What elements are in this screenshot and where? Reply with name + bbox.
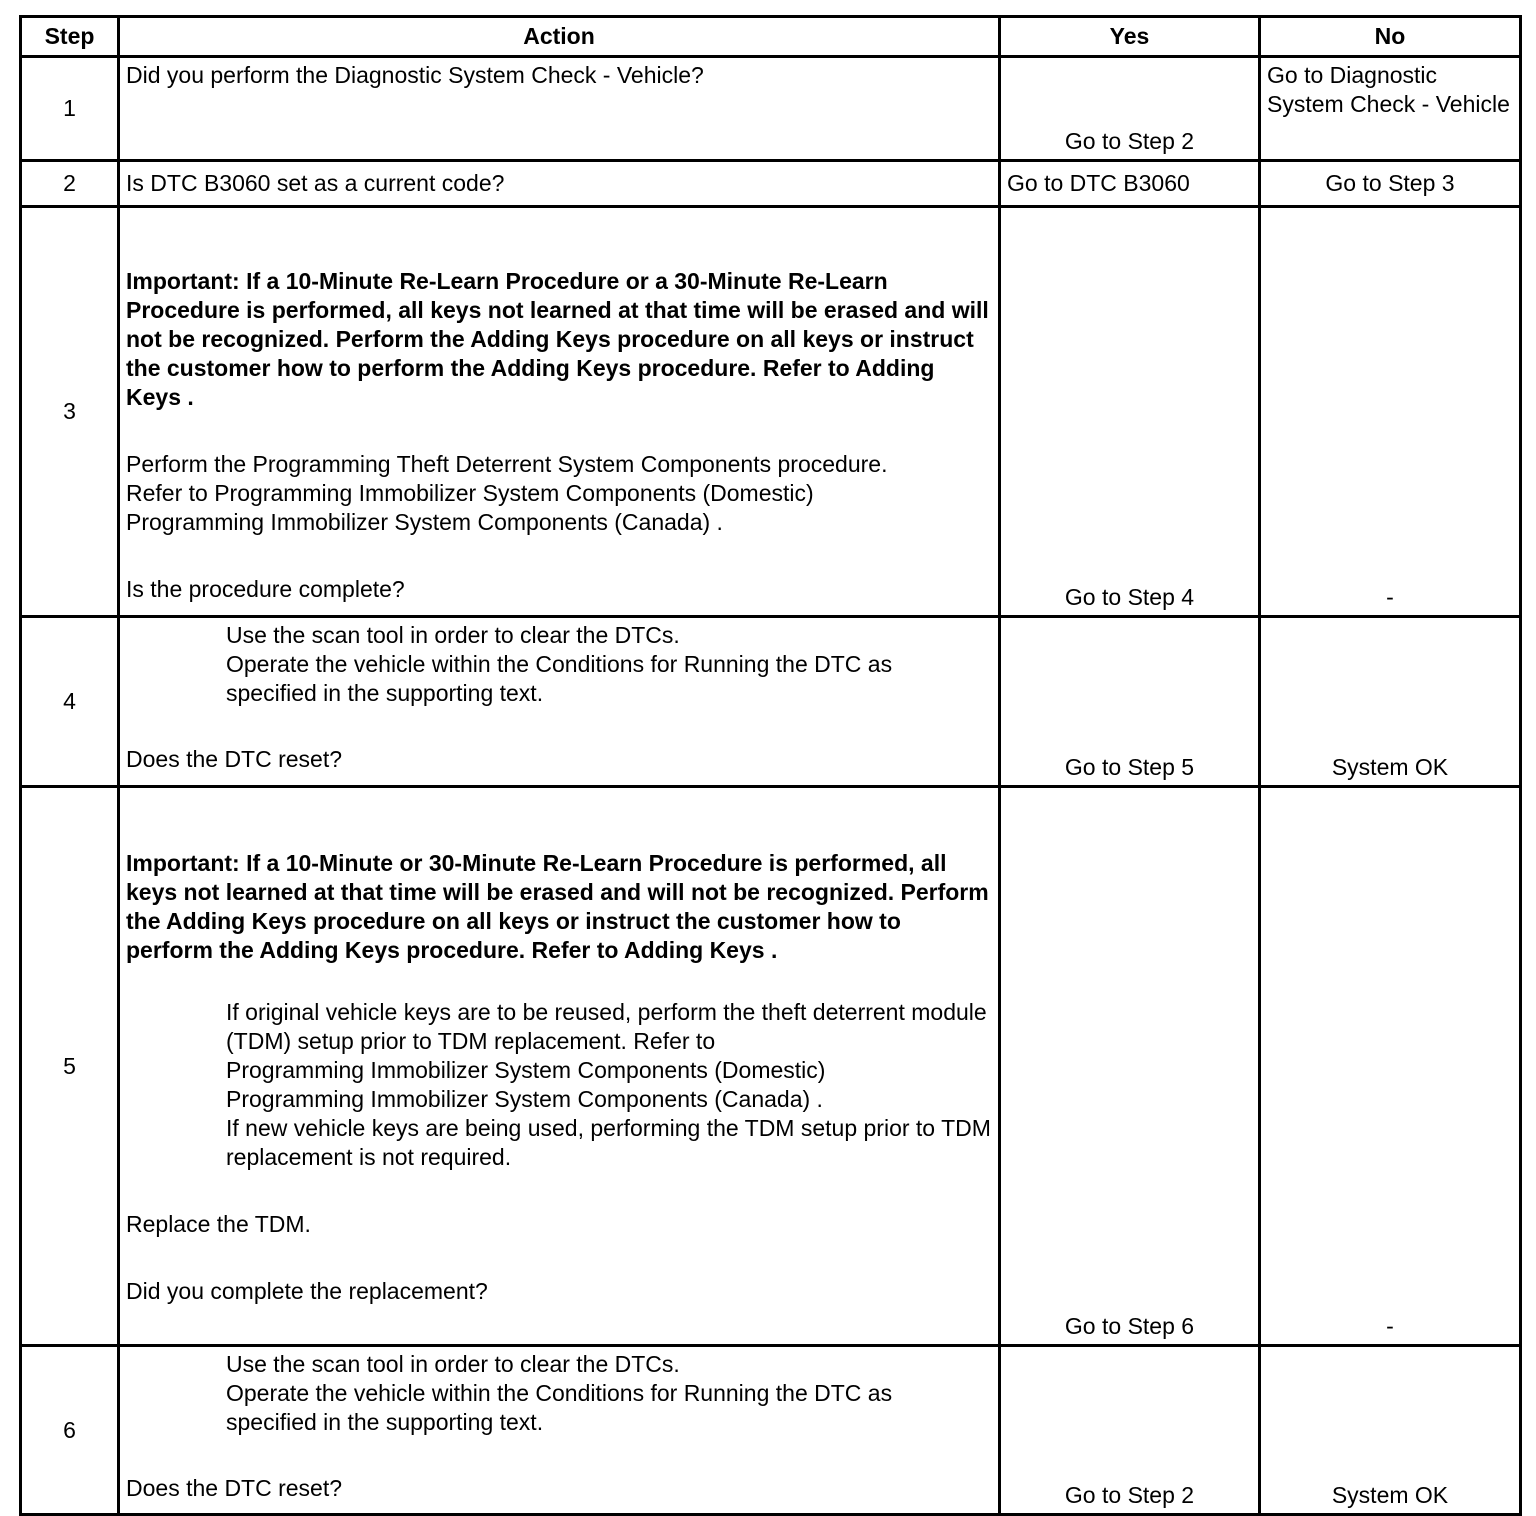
list-item: Operate the vehicle within the Conditions for Running the DTC as specified in the supporting text. bbox=[226, 1380, 893, 1435]
yes-cell: Go to Step 2 bbox=[1000, 57, 1260, 161]
instruction-line: Programming Immobilizer System Components (Canada) . bbox=[126, 509, 723, 535]
yes-cell: Go to Step 2 bbox=[1000, 1346, 1260, 1515]
action-cell bbox=[119, 617, 1000, 787]
action-cell bbox=[119, 57, 1000, 161]
diagnostic-table bbox=[19, 15, 1522, 1516]
instruction-line: Refer to Programming Immobilizer System Components (Domestic) bbox=[126, 480, 814, 506]
action-cell bbox=[119, 1346, 1000, 1515]
step-number: 3 bbox=[21, 207, 119, 617]
step-number: 1 bbox=[21, 57, 119, 161]
header-yes: Yes bbox=[1000, 17, 1260, 57]
yes-cell: Go to Step 6 bbox=[1000, 787, 1260, 1346]
action-question: Is the procedure complete? bbox=[126, 576, 405, 602]
instruction-line: Replace the TDM. bbox=[126, 1211, 311, 1237]
action-cell bbox=[119, 207, 1000, 617]
no-cell: System OK bbox=[1260, 1346, 1521, 1515]
step-number: 5 bbox=[21, 787, 119, 1346]
action-cell bbox=[119, 787, 1000, 1346]
instruction-line: Perform the Programming Theft Deterrent System Components procedure. bbox=[126, 451, 888, 477]
action-question: Did you perform the Diagnostic System Check - Vehicle? bbox=[126, 62, 704, 88]
list-item: Use the scan tool in order to clear the DTCs. bbox=[226, 1351, 680, 1377]
header-action: Action bbox=[119, 17, 1000, 57]
action-question: Does the DTC reset? bbox=[126, 1475, 343, 1501]
list-item: Operate the vehicle within the Conditions for Running the DTC as specified in the supporting text. bbox=[226, 651, 893, 706]
yes-cell: Go to Step 4 bbox=[1000, 207, 1260, 617]
list-item: If original vehicle keys are to be reused, perform the theft deterrent module (TDM) setup prior to TDM replacement. Refer to bbox=[226, 999, 987, 1054]
important-note: Important: If a 10-Minute or 30-Minute Re-Learn Procedure is performed, all keys not learned at that time will be erased and will not be recognized. Perform the Adding Keys procedure on all keys or instruct the customer how to perform the Adding Keys procedure. Refer to Adding Keys . bbox=[126, 850, 989, 963]
header-step: Step bbox=[21, 17, 119, 57]
important-note: Important: If a 10-Minute Re-Learn Procedure or a 30-Minute Re-Learn Procedure is performed, all keys not learned at that time will be erased and will not be recognized. Perform the Adding Keys procedure on all keys or instruct the customer how to perform the Adding Keys procedure. Refer to Adding Keys . bbox=[126, 268, 989, 410]
no-cell: Go to Diagnostic System Check - Vehicle bbox=[1260, 57, 1521, 161]
no-cell: - bbox=[1260, 787, 1521, 1346]
yes-cell: Go to DTC B3060 bbox=[1000, 161, 1260, 207]
step-number: 4 bbox=[21, 617, 119, 787]
table-row bbox=[21, 57, 1521, 161]
list-item: Use the scan tool in order to clear the DTCs. bbox=[226, 622, 680, 648]
table-row bbox=[21, 161, 1521, 207]
no-cell: System OK bbox=[1260, 617, 1521, 787]
action-question: Does the DTC reset? bbox=[126, 746, 343, 772]
no-cell: Go to Step 3 bbox=[1260, 161, 1521, 207]
table-row bbox=[21, 617, 1521, 787]
action-question: Is DTC B3060 set as a current code? bbox=[126, 170, 505, 196]
step-number: 2 bbox=[21, 161, 119, 207]
action-question: Did you complete the replacement? bbox=[126, 1278, 488, 1304]
step-number: 6 bbox=[21, 1346, 119, 1515]
table-header-row bbox=[21, 17, 1521, 57]
table-row bbox=[21, 207, 1521, 617]
no-cell: - bbox=[1260, 207, 1521, 617]
yes-cell: Go to Step 5 bbox=[1000, 617, 1260, 787]
table-row bbox=[21, 1346, 1521, 1515]
list-item-ref: Programming Immobilizer System Components (Canada) . bbox=[226, 1086, 823, 1112]
action-cell bbox=[119, 161, 1000, 207]
list-item: If new vehicle keys are being used, performing the TDM setup prior to TDM replacement is not required. bbox=[226, 1115, 991, 1170]
list-item-ref: Programming Immobilizer System Components (Domestic) bbox=[226, 1057, 826, 1083]
table-row bbox=[21, 787, 1521, 1346]
header-no: No bbox=[1260, 17, 1521, 57]
